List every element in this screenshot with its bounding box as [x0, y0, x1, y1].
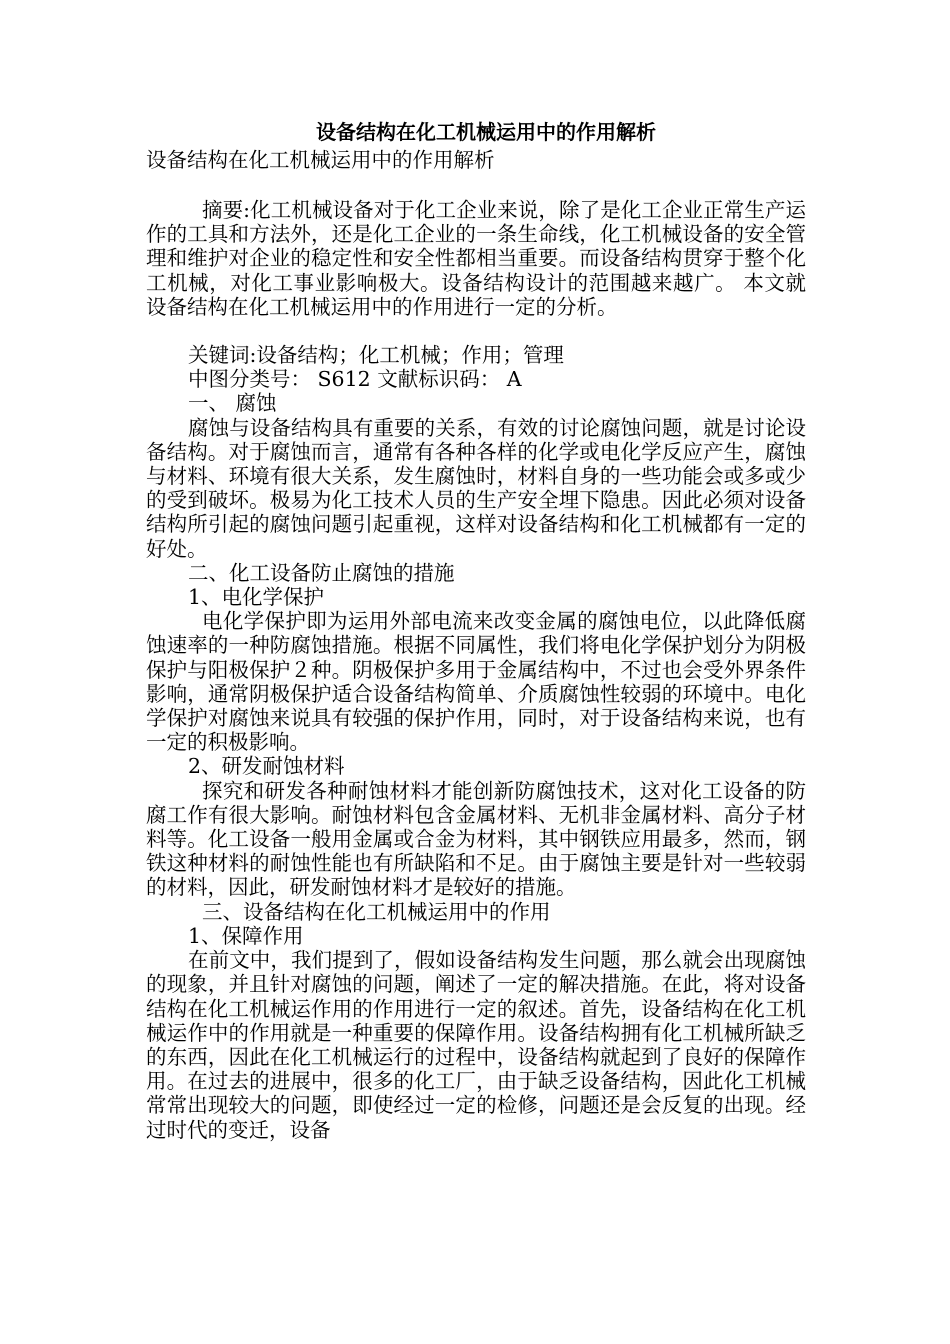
- subsection-heading: 2、研发耐蚀材料: [188, 754, 345, 779]
- subsection-heading: 1、电化学保护: [188, 585, 325, 610]
- subsection-heading: 1、保障作用: [188, 923, 304, 948]
- section-heading: 二、化工设备防止腐蚀的措施: [188, 560, 455, 585]
- body-paragraph: 腐蚀与设备结构具有重要的关系，有效的讨论腐蚀问题，就是讨论设备结构。对于腐蚀而言，通常有各种各样的化学或电化学反应产生，腐蚀与材料、环境有很大关系，发生腐蚀时，材料自身的一些功能会或多或少的受到破坏。极易为化工技术人员的生产安全埋下隐患。因此必须对设备结构所引起的腐蚀问题引起重视，这样对设备结构和化工机械都有一定的好处。: [146, 415, 806, 561]
- section-heading: 一、 腐蚀: [188, 391, 277, 416]
- document-title: 设备结构在化工机械运用中的作用解析: [316, 120, 656, 144]
- abstract-paragraph: 摘要:化工机械设备对于化工企业来说，除了是化工企业正常生产运作的工具和方法外，还是化工企业的一条生命线，化工机械设备的安全管理和维护对企业的稳定性和安全性都相当重要。而设备结构贯穿于整个化工机械，对化工事业影响极大。设备结构设计的范围越来越广。 本文就设备结构在化工机械运用中的作用进行一定的分析。: [146, 198, 806, 319]
- body-paragraph: 探究和研发各种耐蚀材料才能创新防腐蚀技术，这对化工设备的防腐工作有很大影响。耐蚀材料包含金属材料、无机非金属材料、高分子材料等。化工设备一般用金属或合金为材料，其中钢铁应用最多，然而，钢铁这种材料的耐蚀性能也有所缺陷和不足。由于腐蚀主要是针对一些较弱的材料，因此，研发耐蚀材料才是较好的措施。: [146, 778, 806, 900]
- classification-line: 中图分类号： S612 文献标识码： A: [188, 367, 522, 392]
- blank-line: [146, 319, 806, 343]
- section-heading: 三、设备结构在化工机械运用中的作用: [202, 899, 551, 924]
- document-page: [146, 118, 806, 1142]
- document-subtitle: 设备结构在化工机械运用中的作用解析: [146, 148, 495, 172]
- body-paragraph: 在前文中，我们提到了，假如设备结构发生问题，那么就会出现腐蚀的现象，并且针对腐蚀的问题，阐述了一定的解决措施。在此，将对设备结构在化工机械运作用的作用进行一定的叙述。首先，设备结构在化工机械运作中的作用就是一种重要的保障作用。设备结构拥有化工机械所缺乏的东西，因此在化工机械运行的过程中，设备结构就起到了良好的保障作用。在过去的进展中，很多的化工厂，由于缺乏设备结构，因此化工机械常常出现较大的问题，即使经过一定的检修，问题还是会反复的出现。经过时代的变迁，设备: [146, 948, 806, 1142]
- body-paragraph: 电化学保护即为运用外部电流来改变金属的腐蚀电位，以此降低腐蚀速率的一种防腐蚀措施。根据不同属性，我们将电化学保护划分为阴极保护与阳极保护２种。阴极保护多用于金属结构中，不过也会受外界条件影响，通常阴极保护适合设备结构简单、介质腐蚀性较弱的环境中。电化学保护对腐蚀来说具有较强的保护作用，同时，对于设备结构来说，也有一定的积极影响。: [146, 609, 806, 755]
- blank-line: [146, 174, 806, 198]
- keywords-line: 关键词:设备结构；化工机械；作用；管理: [188, 343, 564, 368]
